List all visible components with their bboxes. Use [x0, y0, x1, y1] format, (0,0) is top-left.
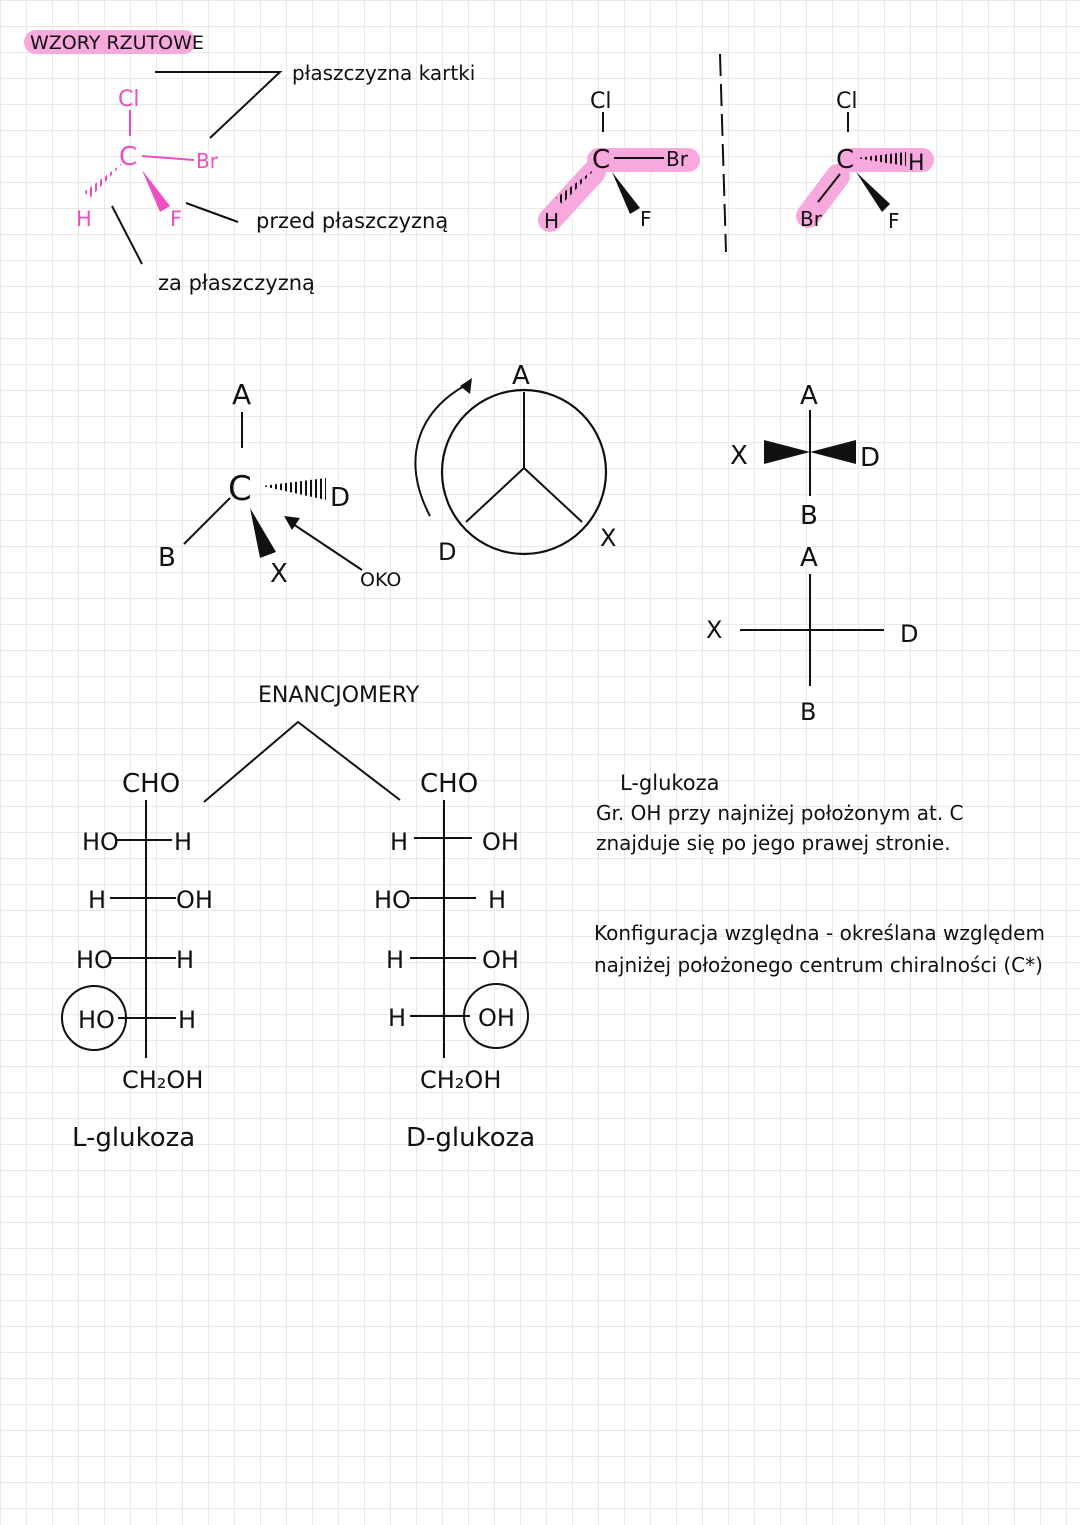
l-glucose-fischer	[62, 769, 213, 1153]
fischer-top: A	[800, 543, 818, 573]
note-plane: płaszczyzna kartki	[292, 61, 476, 85]
fischer-projection	[706, 543, 918, 726]
notes	[594, 771, 1045, 977]
l-row2-left: H	[88, 886, 107, 914]
left-molecule-hash: H	[544, 209, 560, 233]
bowtie-projection	[730, 381, 880, 531]
left-molecule-right: Br	[666, 147, 688, 171]
note-l-line1: Gr. OH przy najniżej położonym at. C	[596, 801, 964, 825]
d-glucose-bottom: CH₂OH	[420, 1066, 502, 1094]
wedge-model-hash: D	[330, 483, 351, 513]
note-front: przed płaszczyzną	[256, 209, 449, 233]
l-glucose-name: L-glukoza	[72, 1123, 196, 1153]
left-molecule-top: Cl	[590, 89, 612, 114]
newman-projection	[415, 361, 616, 566]
l-row2-right: OH	[176, 886, 213, 914]
eye-label: OKO	[360, 569, 402, 591]
note-back: za płaszczyzną	[158, 271, 315, 295]
d-glucose-top: CHO	[420, 769, 479, 799]
wedge-bond-pink	[142, 170, 170, 212]
d-row3-right: OH	[482, 946, 519, 974]
right-molecule-center: C	[836, 145, 855, 175]
bowtie-left: X	[730, 441, 748, 471]
right-molecule-left: Br	[800, 207, 822, 231]
newman-top: A	[512, 361, 530, 391]
wedge-model-left: B	[158, 543, 176, 573]
wedge-example-hash-atom: H	[76, 207, 92, 231]
mirror-pair	[544, 54, 925, 252]
d-row1-left: H	[390, 828, 409, 856]
l-row1-left: HO	[82, 828, 119, 856]
newman-right: X	[600, 524, 617, 552]
d-row2-left: HO	[374, 886, 411, 914]
l-row1-right: H	[174, 828, 193, 856]
wedge-example-center-atom: C	[119, 142, 138, 172]
l-row4-right: H	[178, 1006, 197, 1034]
bowtie-right: D	[860, 443, 881, 473]
fischer-left: X	[706, 616, 723, 644]
d-row3-left: H	[386, 946, 405, 974]
d-row4-right: OH	[478, 1004, 515, 1032]
wedge-example-wedge-atom: F	[170, 207, 183, 231]
left-molecule-center: C	[592, 145, 611, 175]
fischer-bottom: B	[800, 698, 817, 726]
d-glucose-name: D-glukoza	[406, 1123, 536, 1153]
d-row2-right: H	[488, 886, 507, 914]
d-row1-right: OH	[482, 828, 519, 856]
rotation-arrow	[415, 384, 468, 516]
wedge-model-wedge: X	[270, 559, 288, 589]
hash-bond-pink	[84, 162, 124, 198]
l-row3-left: HO	[76, 946, 113, 974]
wedge-model-center: C	[228, 469, 252, 509]
d-glucose-fischer	[374, 769, 535, 1153]
left-molecule-wedge: F	[640, 207, 652, 231]
right-molecule-wedge: F	[888, 209, 900, 233]
note-l-line2: znajduje się po jego prawej stronie.	[596, 831, 951, 855]
enantiomers	[62, 683, 535, 1153]
wedge-example	[76, 61, 475, 295]
l-row4-left: HO	[78, 1006, 115, 1034]
page-title: WZORY RZUTOWE	[30, 32, 204, 54]
bowtie-top: A	[800, 381, 818, 411]
plane-pointer	[155, 72, 280, 138]
d-row4-left: H	[388, 1004, 407, 1032]
note-config-line1: Konfiguracja względna - określana względem	[594, 921, 1045, 945]
note-config-line2: najniżej położonego centrum chiralności (C*)	[594, 953, 1043, 977]
l-glucose-top: CHO	[122, 769, 181, 799]
wedge-example-right-atom: Br	[196, 149, 218, 173]
enantiomers-heading: ENANCJOMERY	[258, 683, 420, 708]
right-molecule-hash: H	[908, 151, 925, 176]
wedge-model-top: A	[232, 378, 252, 411]
fischer-right: D	[900, 620, 919, 648]
projection-wedge-model	[158, 378, 401, 591]
l-glucose-bottom: CH₂OH	[122, 1066, 204, 1094]
bowtie-bottom: B	[800, 501, 818, 531]
wedge-example-top-atom: Cl	[118, 87, 140, 112]
mirror-plane	[720, 54, 726, 252]
right-molecule-top: Cl	[836, 89, 858, 114]
note-l-title: L-glukoza	[620, 771, 720, 795]
newman-left: D	[438, 538, 457, 566]
l-row3-right: H	[176, 946, 195, 974]
